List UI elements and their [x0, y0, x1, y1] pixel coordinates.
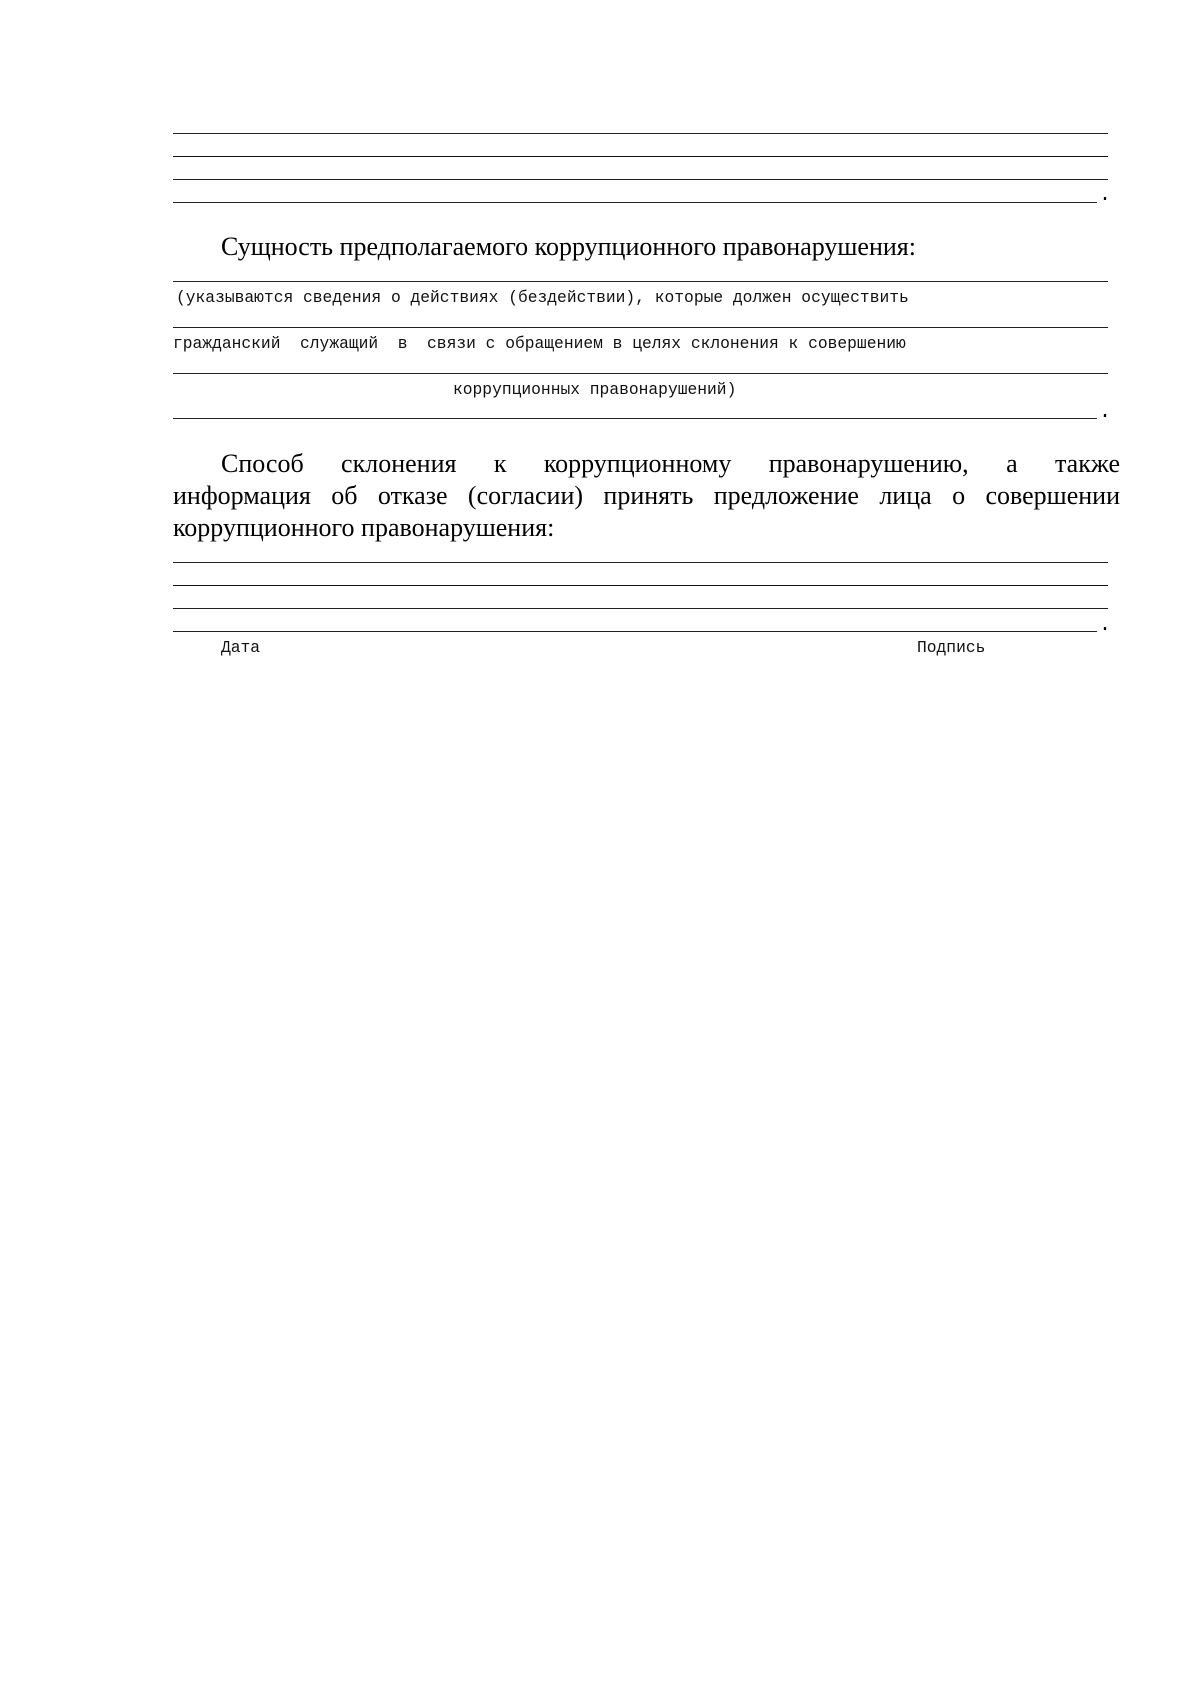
line-end-mark: . [1099, 184, 1112, 207]
blank-line[interactable] [173, 631, 1097, 632]
blank-line[interactable] [173, 418, 1097, 419]
method-text-line-2: информация об отказе (согласии) принять предложение лица о совершении [173, 481, 1120, 510]
blank-line[interactable] [173, 133, 1108, 134]
signature-label: Подпись [917, 638, 986, 657]
date-label: Дата [221, 638, 261, 657]
essence-hint-line-1: (указываются сведения о действиях (бездействии), которые должен осуществить [176, 288, 909, 307]
blank-line[interactable] [173, 327, 1108, 328]
section-method-paragraph [173, 448, 1120, 544]
section-essence-heading: Сущность предполагаемого коррупционного правонарушения: [221, 232, 916, 261]
blank-line[interactable] [173, 281, 1108, 282]
method-text-line-1: Способ склонения к коррупционному правонарушению, а также [221, 449, 1120, 478]
blank-line[interactable] [173, 156, 1108, 157]
blank-line[interactable] [173, 562, 1108, 563]
line-end-mark: . [1099, 401, 1112, 424]
essence-hint-line-2: гражданский служащий в связи с обращением в целях склонения к совершению [173, 334, 906, 353]
essence-hint-line-3: коррупционных правонарушений) [453, 380, 737, 399]
method-text-line-3: коррупционного правонарушения: [173, 513, 555, 542]
line-end-mark: . [1099, 614, 1112, 637]
blank-line[interactable] [173, 202, 1097, 203]
blank-line[interactable] [173, 179, 1108, 180]
blank-line[interactable] [173, 585, 1108, 586]
blank-line[interactable] [173, 608, 1108, 609]
blank-line[interactable] [173, 373, 1108, 374]
